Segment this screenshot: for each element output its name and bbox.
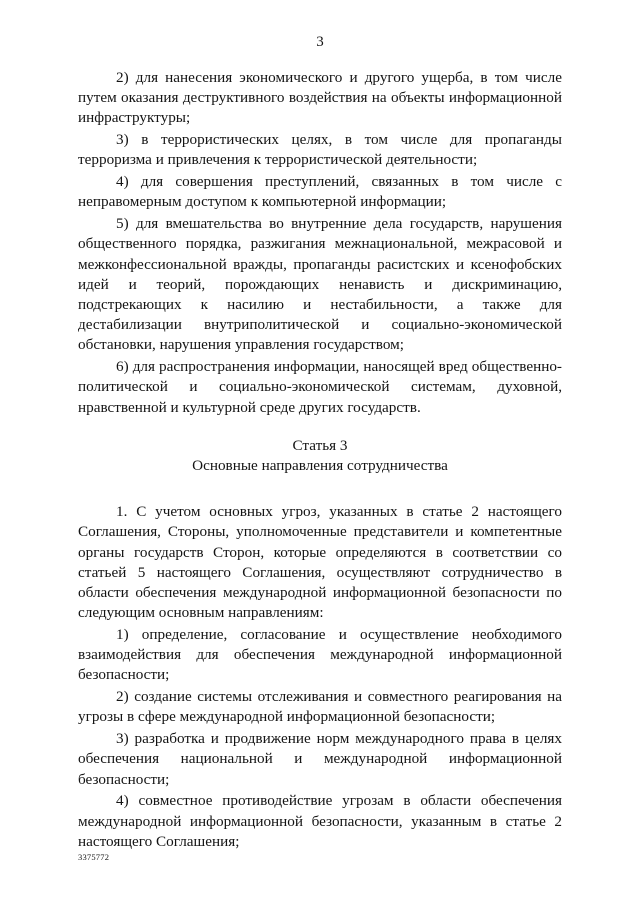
list-item: 1) определение, согласование и осуществление необходимого взаимодействия для обеспечения международной информационной безопасности; <box>78 626 562 684</box>
list-item: 2) для нанесения экономического и другого ущерба, в том числе путем оказания деструктивного воздействия на объекты информационной инфраструктуры; <box>78 69 562 127</box>
list-item: 4) для совершения преступлений, связанных в том числе с неправомерным доступом к компьютерной информации; <box>78 173 562 211</box>
list-item: 3) в террористических целях, в том числе для пропаганды терроризма и привлечения к террористической деятельности; <box>78 131 562 169</box>
document-code: 3375772 <box>78 852 110 862</box>
list-item: 4) совместное противодействие угрозам в области обеспечения международной информационной безопасности, указанным в статье 2 настоящего Соглашения; <box>78 792 562 850</box>
list-item: 2) создание системы отслеживания и совместного реагирования на угрозы в сфере международной информационной безопасности; <box>78 688 562 726</box>
document-body <box>78 68 562 854</box>
list-item: 5) для вмешательства во внутренние дела государств, нарушения общественного порядка, разжигания межнациональной, межрасовой и межконфессиональной вражды, пропаганды расистских и ксенофобских идей и теорий, порождающих ненависть и дискриминацию, подстрекающих к насилию и нестабильности, а также для дестабилизации внутриполитической и социально-экономической обстановки, нарушения управления государством; <box>78 215 562 354</box>
article-paragraph: 1. С учетом основных угроз, указанных в статье 2 настоящего Соглашения, Стороны, уполномоченные представители и компетентные органы государств Сторон, которые определяются в соответствии со статьей 5 настоящего Соглашения, осуществляют сотрудничество в области обеспечения международной информационной безопасности по следующим основным направлениям: <box>78 503 562 622</box>
list-item: 3) разработка и продвижение норм международного права в целях обеспечения национальной и международной информационной безопасности; <box>78 730 562 788</box>
page-number: 3 <box>316 34 324 50</box>
list-item: 6) для распространения информации, наносящей вред общественно-политической и социально-экономической системам, духовной, нравственной и культурной среде других государств. <box>78 358 562 416</box>
article-heading <box>78 436 562 476</box>
article-number: Статья 3 <box>292 436 348 454</box>
article-title: Основные направления сотрудничества <box>192 457 448 475</box>
